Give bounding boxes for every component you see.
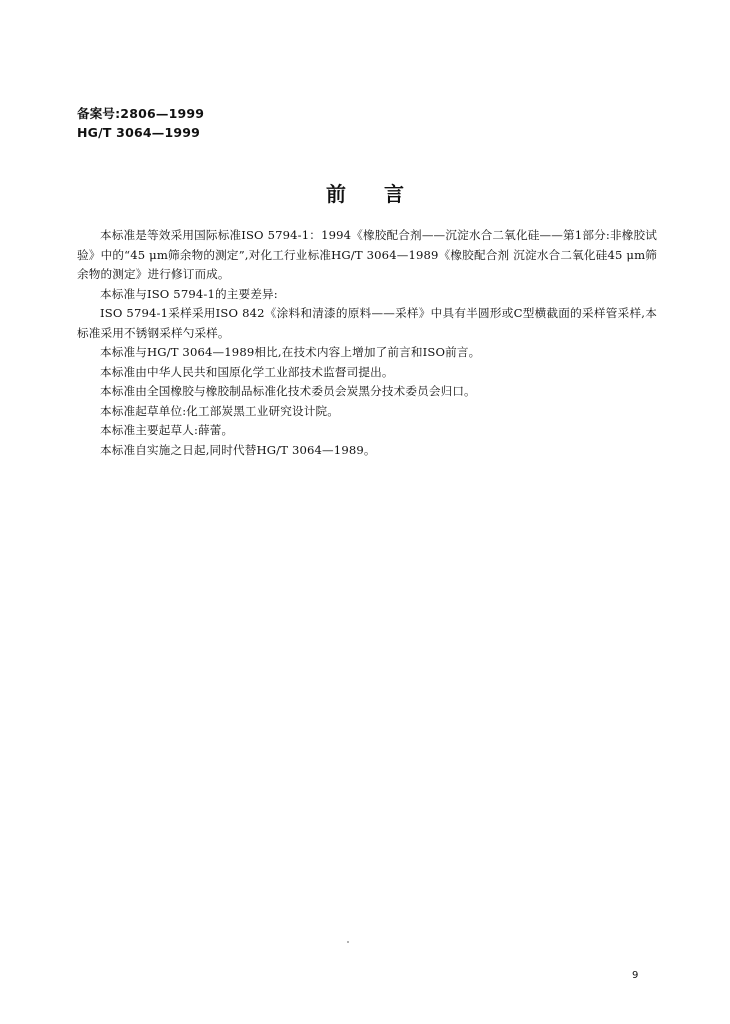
page-number: 9 (632, 970, 639, 981)
record-number: 备案号:2806—1999 (77, 106, 205, 121)
paragraph-replacement: 本标准自实施之日起,同时代替HG/T 3064—1989。 (100, 442, 376, 457)
paragraph-comparison: 本标准与HG/T 3064—1989相比,在技术内容上增加了前言和ISO前言。 (100, 345, 481, 359)
foreword-body (77, 226, 657, 460)
paragraph-differences-intro: 本标准与ISO 5794-1的主要差异: (100, 286, 278, 301)
paragraph-drafting-unit: 本标准起草单位:化工部炭黑工业研究设计院。 (100, 403, 339, 418)
paragraph-sampling-difference: ISO 5794-1采样采用ISO 842《涂料和清漆的原料——采样》中具有半圆形或C型横截面的采样管采样,本标准采用不锈钢采样勺采样。 (77, 306, 657, 340)
standard-number: HG/T 3064—1999 (77, 125, 201, 140)
paragraph-proposer: 本标准由中华人民共和国原化学工业部技术监督司提出。 (100, 364, 394, 379)
page-title: 前言 (326, 182, 442, 206)
paragraph-administrator: 本标准由全国橡胶与橡胶制品标准化技术委员会炭黑分技术委员会归口。 (100, 384, 476, 398)
standard-header (77, 104, 204, 142)
scan-speck (347, 941, 349, 943)
paragraph-adoption: 本标准是等效采用国际标准ISO 5794-1：1994《橡胶配合剂——沉淀水合二氧化硅——第1部分:非橡胶试验》中的“45 μm筛余物的测定”,对化工行业标准HG/T 3064—1989《橡胶配合剂 沉淀水合二氧化硅45 μm筛余物的测定》进行修订而成。 (77, 228, 657, 281)
paragraph-drafter: 本标准主要起草人:薛蕾。 (100, 423, 234, 437)
